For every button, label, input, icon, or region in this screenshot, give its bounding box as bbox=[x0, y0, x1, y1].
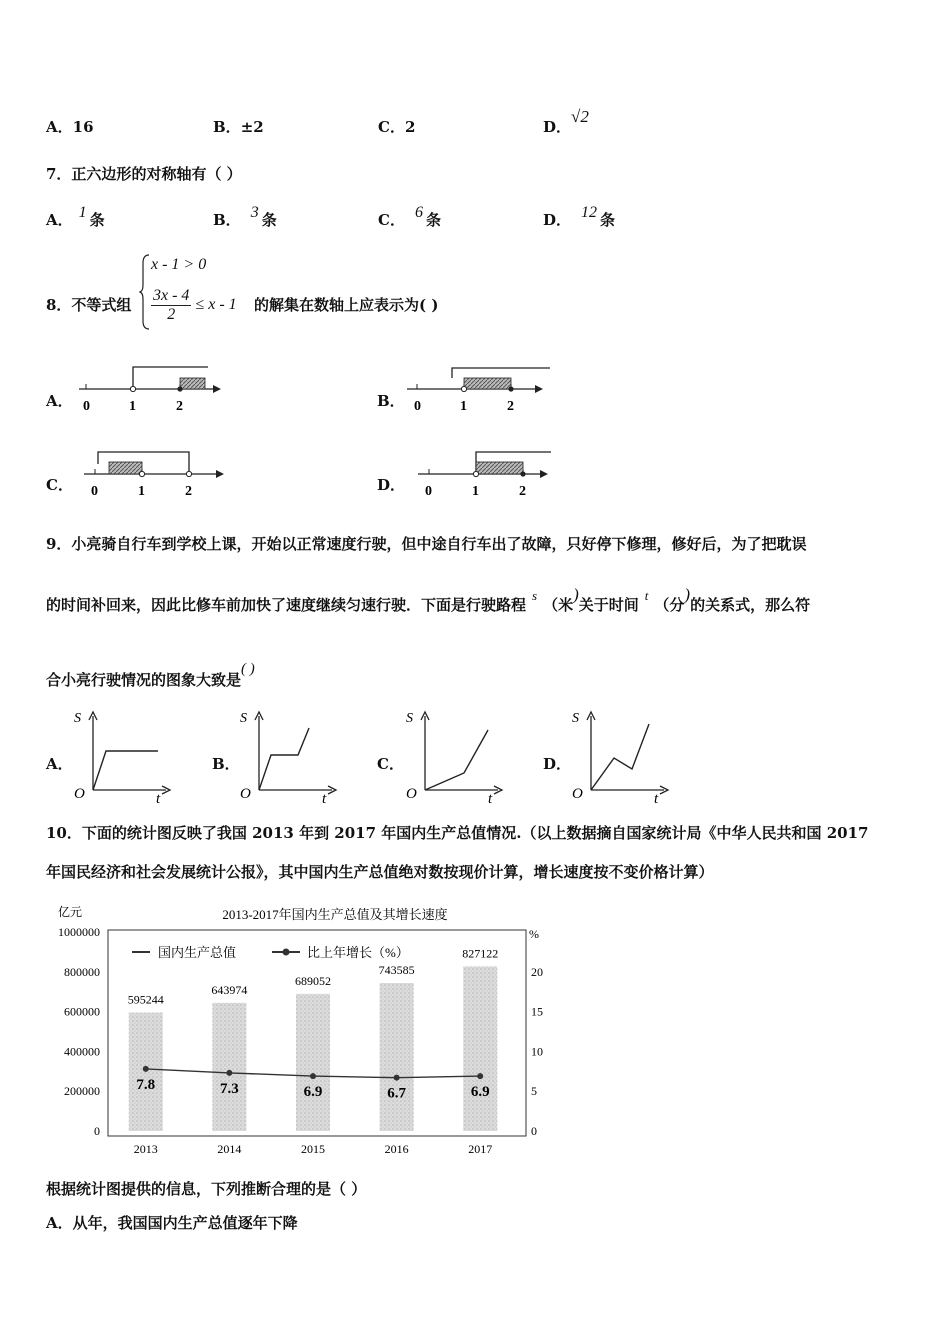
origin-label: O bbox=[240, 786, 251, 802]
growth-value-label: 6.9 bbox=[303, 1084, 323, 1101]
growth-point bbox=[394, 1075, 400, 1081]
q9-graph-c bbox=[404, 706, 504, 804]
option-unit: 条 bbox=[89, 211, 105, 229]
origin-label: O bbox=[74, 786, 85, 802]
left-tick-label: 200000 bbox=[64, 1084, 100, 1099]
right-axis-unit: % bbox=[529, 927, 539, 941]
growth-value-label: 6.9 bbox=[470, 1084, 490, 1101]
q9-graph-b bbox=[238, 706, 338, 804]
origin-label: O bbox=[406, 786, 417, 802]
x-tick-label: 2014 bbox=[217, 1142, 242, 1156]
tick-label: 1 bbox=[460, 399, 467, 414]
option-value: √2 bbox=[571, 107, 589, 126]
gdp-value-label: 643974 bbox=[211, 982, 248, 997]
growth-point bbox=[310, 1073, 316, 1079]
q9-option-b-letter: B． bbox=[212, 755, 240, 773]
text: 合小亮行驶情况的图象大致是 bbox=[46, 671, 242, 689]
gdp-value-label: 743585 bbox=[378, 963, 415, 978]
q9-line-2 bbox=[46, 585, 811, 615]
q9-line-3 bbox=[46, 661, 255, 690]
right-tick-label: 5 bbox=[531, 1084, 537, 1099]
x-tick-label: 2015 bbox=[301, 1142, 325, 1156]
q8-option-b-numberline bbox=[403, 360, 553, 415]
var-s: s bbox=[532, 588, 538, 603]
q8-inequality-1: x - 1 > 0 bbox=[151, 256, 207, 273]
tick-label: 1 bbox=[472, 484, 479, 499]
option-value: 6 bbox=[414, 204, 423, 221]
axis-y-label: S bbox=[74, 711, 81, 726]
q7-stem: 7．正六边形的对称轴有（ ） bbox=[46, 165, 242, 183]
q10-line-1: 10．下面的统计图反映了我国 2013 年到 2017 年国内生产总值情况.（以上数据摘自国家统计局《中华人民共和国 2017 bbox=[46, 824, 869, 842]
option-letter: B． bbox=[213, 118, 241, 136]
left-axis-unit: 亿元 bbox=[58, 905, 83, 919]
fraction-numerator: 3x - 4 bbox=[153, 287, 190, 304]
q10-line-2: 年国民经济和社会发展统计公报》，其中国内生产总值绝对数按现价计算，增长速度按不变价格计算） bbox=[46, 863, 714, 881]
tick-label: 0 bbox=[414, 399, 421, 414]
option-value: 1 bbox=[78, 204, 87, 221]
option-value: 12 bbox=[581, 204, 598, 221]
growth-value-label: 6.7 bbox=[387, 1085, 406, 1102]
q8-option-a-letter: A． bbox=[46, 392, 73, 410]
q9-graph-a bbox=[72, 706, 172, 804]
option-value: 3 bbox=[250, 204, 259, 221]
paren: ) bbox=[684, 585, 691, 604]
option-letter: D． bbox=[543, 118, 572, 136]
option-unit: 条 bbox=[600, 211, 616, 229]
q8-option-c-numberline bbox=[80, 444, 230, 499]
growth-point bbox=[226, 1070, 232, 1076]
q7-option-a bbox=[46, 204, 105, 230]
right-tick-label: 0 bbox=[531, 1124, 537, 1138]
growth-point bbox=[477, 1073, 483, 1079]
growth-point bbox=[143, 1066, 149, 1072]
gdp-chart bbox=[40, 900, 560, 1165]
tick-label: 2 bbox=[507, 399, 514, 414]
x-tick-label: 2017 bbox=[468, 1142, 493, 1156]
text: 关于时间 bbox=[578, 596, 639, 614]
axis-x-label: t bbox=[654, 791, 659, 804]
x-tick-label: 2013 bbox=[133, 1142, 158, 1156]
chart-title: 2013-2017年国内生产总值及其增长速度 bbox=[222, 907, 448, 922]
q8-stem-suffix: 的解集在数轴上应表示为( ) bbox=[254, 296, 439, 314]
var-t: t bbox=[644, 588, 649, 603]
option-letter: B． bbox=[213, 211, 241, 229]
option-unit: 条 bbox=[261, 211, 277, 229]
tick-label: 0 bbox=[425, 484, 432, 499]
fraction-denominator: 2 bbox=[167, 306, 176, 323]
tick-label: 0 bbox=[91, 484, 98, 499]
tick-label: 0 bbox=[83, 399, 90, 414]
option-letter: D． bbox=[543, 211, 572, 229]
left-tick-label: 800000 bbox=[64, 964, 100, 979]
right-tick-label: 10 bbox=[531, 1044, 543, 1059]
option-unit: 条 bbox=[425, 211, 441, 229]
right-tick-label: 20 bbox=[531, 964, 543, 979]
q6-option-a bbox=[46, 116, 94, 137]
q10-follow-up: 根据统计图提供的信息，下列推断合理的是（ ） bbox=[46, 1180, 367, 1198]
q6-option-b bbox=[213, 116, 264, 137]
inequality-rhs: ≤ x - 1 bbox=[195, 296, 237, 314]
axis-y-label: S bbox=[406, 711, 413, 726]
left-tick-label: 0 bbox=[94, 1124, 100, 1138]
legend-growth: 比上年增长（%） bbox=[307, 945, 409, 960]
gdp-bar bbox=[380, 983, 414, 1131]
option-letter: A． bbox=[46, 211, 73, 229]
q9-option-a-letter: A． bbox=[46, 755, 73, 773]
axis-x-label: t bbox=[322, 791, 327, 804]
legend-gdp: 国内生产总值 bbox=[158, 945, 237, 960]
q7-option-c bbox=[378, 204, 441, 230]
q8-inequality-2 bbox=[151, 287, 237, 324]
q8-option-d-numberline bbox=[414, 444, 559, 499]
text: 的关系式，那么符 bbox=[690, 596, 811, 614]
option-letter: C． bbox=[378, 211, 405, 229]
gdp-value-label: 689052 bbox=[295, 973, 331, 988]
system-brace bbox=[139, 253, 151, 331]
right-tick-label: 15 bbox=[531, 1004, 543, 1019]
tick-label: 1 bbox=[129, 399, 136, 414]
q7-option-d bbox=[543, 204, 616, 230]
left-tick-label: 600000 bbox=[64, 1004, 100, 1019]
tick-label: 2 bbox=[519, 484, 526, 499]
axis-x-label: t bbox=[156, 791, 161, 804]
answer-paren: ( ) bbox=[241, 661, 255, 677]
text: （米 bbox=[543, 596, 574, 614]
q8-option-c-letter: C． bbox=[46, 476, 73, 494]
gdp-value-label: 595244 bbox=[127, 992, 164, 1007]
text: 的时间补回来，因此比修车前加快了速度继续匀速行驶．下面是行驶路程 bbox=[46, 596, 527, 614]
q8-option-a-numberline bbox=[75, 360, 240, 415]
axis-y-label: S bbox=[572, 711, 579, 726]
q8-option-d-letter: D． bbox=[377, 476, 406, 494]
gdp-bar bbox=[463, 966, 497, 1131]
axis-y-label: S bbox=[240, 711, 247, 726]
gdp-bar bbox=[296, 994, 330, 1131]
option-value: 16 bbox=[72, 118, 94, 136]
x-tick-label: 2016 bbox=[384, 1142, 409, 1156]
option-letter: C． bbox=[378, 118, 405, 136]
q7-option-b bbox=[213, 204, 277, 230]
axis-x-label: t bbox=[488, 791, 493, 804]
q10-option-a: A．从年，我国国内生产总值逐年下降 bbox=[46, 1214, 298, 1232]
left-tick-label: 400000 bbox=[64, 1044, 100, 1059]
origin-label: O bbox=[572, 786, 583, 802]
left-tick-label: 1000000 bbox=[58, 925, 100, 939]
option-letter: A． bbox=[46, 118, 73, 136]
q9-option-d-letter: D． bbox=[543, 755, 572, 773]
text: （分 bbox=[654, 596, 685, 614]
tick-label: 2 bbox=[185, 484, 192, 499]
growth-value-label: 7.3 bbox=[220, 1080, 239, 1097]
q9-line-1: 9．小亮骑自行车到学校上课，开始以正常速度行驶，但中途自行车出了故障，只好停下修理，修好后，为了把耽误 bbox=[46, 535, 807, 553]
gdp-value-label: 827122 bbox=[462, 946, 499, 961]
tick-label: 2 bbox=[176, 399, 183, 414]
growth-value-label: 7.8 bbox=[136, 1076, 156, 1093]
tick-label: 1 bbox=[138, 484, 145, 499]
option-value: 2 bbox=[404, 118, 416, 136]
q6-option-c bbox=[378, 116, 415, 137]
q8-stem-prefix: 8．不等式组 bbox=[46, 296, 132, 314]
legend bbox=[132, 945, 409, 960]
option-value: ±2 bbox=[240, 118, 264, 136]
gdp-bar bbox=[212, 1003, 246, 1131]
paren: ) bbox=[573, 585, 579, 604]
q6-option-d bbox=[543, 107, 589, 137]
q9-option-c-letter: C． bbox=[377, 755, 404, 773]
q8-option-b-letter: B． bbox=[377, 392, 405, 410]
q9-graph-d bbox=[570, 706, 670, 804]
